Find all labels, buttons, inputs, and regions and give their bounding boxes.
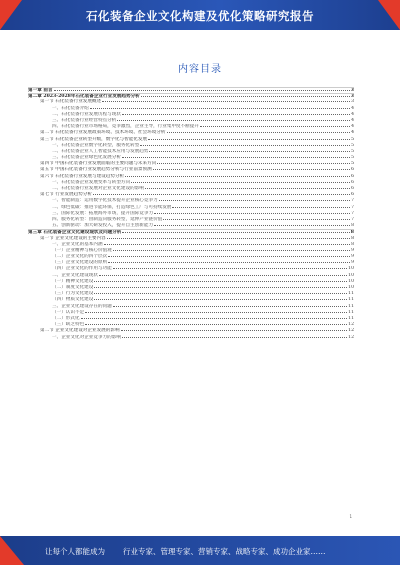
toc-entry-label: 第三节 石化装备企业转型升级，数字化与智能化发展 xyxy=(40,136,148,142)
toc-entry-label: 第二节 石化装备行业发展政策环境、技术环境、社会环境分析 xyxy=(40,130,166,136)
toc-entry-page: 4 xyxy=(351,130,354,136)
toc-entry-page: 8 xyxy=(351,235,354,241)
toc-entry-page: 8 xyxy=(350,230,354,236)
toc-entry-page: 9 xyxy=(351,247,354,253)
toc-leader-dots xyxy=(85,324,347,325)
toc-leader-dots xyxy=(140,145,350,146)
toc-entry-page: 11 xyxy=(348,315,354,321)
toc-entry-page: 10 xyxy=(348,285,354,290)
toc-entry-page: 3 xyxy=(350,94,354,100)
toc-entry-label: 第六节 石化装备行业发展与建设趋势分析 xyxy=(40,173,125,179)
toc-entry-label: 第二节 企业文化建设对企业发展的影响 xyxy=(40,328,120,334)
toc-entry-label: （一）企业精神与核心价值观 xyxy=(52,247,112,253)
toc-leader-dots xyxy=(104,244,351,245)
toc-entry-label: （一）精神文化建设 xyxy=(52,278,94,284)
toc-leader-dots xyxy=(93,194,350,195)
toc-entry-label: （三）企业文化建设的原则 xyxy=(52,260,108,266)
toc-leader-dots xyxy=(157,163,350,164)
header-banner xyxy=(0,0,400,30)
toc-entry-page: 11 xyxy=(348,309,354,315)
toc-leader-dots xyxy=(108,262,350,263)
toc-leader-dots xyxy=(107,238,350,239)
toc-entry-page: 12 xyxy=(348,328,354,334)
toc-leader-dots xyxy=(148,139,350,140)
table-of-contents xyxy=(28,87,354,341)
toc-leader-dots xyxy=(145,188,350,189)
toc-entry-label: 二、石化装备行业发展历程与现状 xyxy=(52,111,121,117)
toc-leader-dots xyxy=(122,232,349,233)
toc-leader-dots xyxy=(108,256,350,257)
toc-entry-label: 三、国际化发展：拓展海外市场，提升国际竞争力 xyxy=(52,210,154,216)
footer-experts: 行业专家、管理专家、营销专家、战略专家、成功企业家…… xyxy=(123,547,326,556)
toc-leader-dots xyxy=(94,287,347,288)
toc-leader-dots xyxy=(159,200,350,201)
toc-entry-label: 第一节 石化装备行业发展概述 xyxy=(40,99,102,105)
toc-leader-dots xyxy=(154,225,350,226)
toc-entry-page: 7 xyxy=(351,210,354,216)
toc-leader-dots xyxy=(113,268,347,269)
toc-entry-page: 8 xyxy=(351,241,354,247)
toc-entry-label: 二、石化装备企业人工智能技术应用与发展趋势 xyxy=(52,148,149,154)
toc-entry-page: 9 xyxy=(351,254,354,260)
toc-leader-dots xyxy=(113,250,350,251)
toc-entry-label: （二）形式化 xyxy=(52,315,80,321)
toc-entry-page: 4 xyxy=(351,117,354,123)
toc-leader-dots xyxy=(94,293,347,294)
toc-entry-page: 6 xyxy=(351,173,354,179)
toc-leader-dots xyxy=(81,318,348,319)
toc-entry-page: 3 xyxy=(350,88,354,93)
toc-title: 内容目录 xyxy=(178,64,222,75)
toc-leader-dots xyxy=(153,169,350,170)
toc-leader-dots xyxy=(54,90,350,91)
toc-entry-label: 四、石化装备行业市场格局，竞争激烈，企业主导，行业集中度不断提升 xyxy=(52,124,200,130)
toc-leader-dots xyxy=(200,126,350,127)
toc-entry-page: 6 xyxy=(351,167,354,173)
toc-leader-dots xyxy=(85,312,347,313)
toc-leader-dots xyxy=(122,157,350,158)
toc-entry-page: 5 xyxy=(351,148,354,154)
report-title: 石化装备企业文化构建及优化策略研究报告 xyxy=(86,9,314,23)
toc-entry-label: 一、石化装备介绍 xyxy=(52,105,89,111)
toc-entry-label: （四）企业文化的作用与功能 xyxy=(52,266,112,272)
header-accent-right xyxy=(378,0,400,30)
toc-leader-dots xyxy=(125,176,350,177)
toc-entry-page: 5 xyxy=(351,155,354,161)
toc-entry-label: 一、智能制造：运用数字化技术提升企业核心竞争力 xyxy=(52,198,158,204)
toc-leader-dots xyxy=(117,120,350,121)
toc-entry-label: （三）行为文化建设 xyxy=(52,291,94,297)
toc-leader-dots xyxy=(149,151,350,152)
toc-entry-label: 一、石化装备企业发展变革与转型方向 xyxy=(52,179,131,185)
toc-entry-page: 3 xyxy=(351,99,354,105)
toc-entry-page: 5 xyxy=(351,136,354,142)
toc-entry[interactable] xyxy=(28,335,354,341)
toc-entry-label: 二、石化装备行业发展对企业文化建设的影响 xyxy=(52,186,144,191)
toc-leader-dots xyxy=(172,207,350,208)
toc-entry-page: 11 xyxy=(348,291,354,297)
toc-entry-label: 第三章 石化装备企业文化建设现状及问题分析 xyxy=(28,230,122,236)
footer-slogan: 让每个人都能成为 xyxy=(45,547,105,556)
toc-entry-page: 5 xyxy=(351,161,354,167)
toc-entry-page: 7 xyxy=(351,204,354,210)
toc-entry-label: 第一章 前言 xyxy=(28,88,53,93)
toc-entry-label: 第一节 企业文化建设的主要内容 xyxy=(40,235,106,241)
toc-entry-page: 12 xyxy=(348,334,354,340)
footer-banner xyxy=(0,536,400,565)
toc-entry-label: 一、企业文化对企业竞争力的影响 xyxy=(52,334,121,340)
toc-leader-dots xyxy=(102,101,350,102)
toc-leader-dots xyxy=(163,219,350,220)
toc-entry-page: 5 xyxy=(351,142,354,148)
toc-leader-dots xyxy=(94,281,347,282)
toc-entry-page: 7 xyxy=(351,216,354,222)
toc-entry-label: 二、绿色低碳：推进节能环保，打造绿色工厂与可持续发展 xyxy=(52,204,172,210)
toc-entry-page: 8 xyxy=(351,223,354,229)
toc-entry-label: 四、服务化转型：由制造向服务转型，延伸产业链价值 xyxy=(52,216,163,222)
toc-leader-dots xyxy=(94,299,347,300)
toc-entry-label: 五、创新驱动：加大研发投入，提升自主创新能力 xyxy=(52,223,154,229)
footer-accent xyxy=(0,536,24,565)
page-number: 1 xyxy=(349,514,352,519)
toc-leader-dots xyxy=(141,96,350,97)
toc-entry-label: 第五节 中国石化装备行业发展趋势分析与行业前景预测 xyxy=(40,167,152,173)
toc-entry-page: 9 xyxy=(351,260,354,266)
toc-entry-page: 10 xyxy=(348,278,354,284)
toc-entry-label: （二）制度文化建设 xyxy=(52,285,94,290)
toc-entry-page: 11 xyxy=(348,303,354,309)
toc-entry-label: 一、企业文化的基本内涵 xyxy=(52,241,103,247)
toc-entry-label: 第七节 行业发展趋势分析 xyxy=(40,192,92,198)
toc-entry-page: 4 xyxy=(351,105,354,111)
toc-leader-dots xyxy=(154,213,350,214)
toc-entry-label: 三、石化装备企业绿色化发展分析 xyxy=(52,155,121,161)
toc-entry-label: 三、石化装备行业经营特点分析 xyxy=(52,117,117,123)
toc-entry-label: 第四节 中国石化装备行业发展面临的主要问题与未来方向 xyxy=(40,161,157,167)
toc-entry-page: 4 xyxy=(351,124,354,130)
toc-entry-page: 4 xyxy=(351,111,354,117)
toc-entry-page: 6 xyxy=(351,192,354,198)
toc-entry-page: 7 xyxy=(351,198,354,204)
toc-entry-label: 二、企业文化建设现状 xyxy=(52,272,98,278)
toc-leader-dots xyxy=(131,182,350,183)
toc-entry-label: 一、石化装备企业数字化转型，服务化转型 xyxy=(52,142,140,148)
toc-entry-page: 6 xyxy=(351,179,354,185)
toc-entry-page: 11 xyxy=(348,297,354,303)
toc-leader-dots xyxy=(99,275,347,276)
toc-entry-label: 三、企业文化建设存在的问题 xyxy=(52,303,112,309)
toc-leader-dots xyxy=(90,108,350,109)
toc-entry-label: （一）认识不足 xyxy=(52,309,85,315)
toc-entry-page: 10 xyxy=(348,266,354,272)
toc-entry-label: 第二章 2023-2028年石化装备企业行业发展趋势分析 xyxy=(28,94,140,100)
toc-entry-label: （三）缺乏特色 xyxy=(52,322,85,328)
toc-entry-label: （四）物质文化建设 xyxy=(52,297,94,303)
toc-entry-page: 10 xyxy=(348,272,354,278)
toc-leader-dots xyxy=(121,330,348,331)
toc-entry-page: 12 xyxy=(348,322,354,328)
toc-leader-dots xyxy=(122,337,347,338)
toc-entry-label: （二）企业文化的四个层次 xyxy=(52,254,108,260)
toc-entry-page: 6 xyxy=(351,186,354,191)
toc-leader-dots xyxy=(122,114,350,115)
toc-leader-dots xyxy=(113,306,347,307)
toc-leader-dots xyxy=(167,132,351,133)
